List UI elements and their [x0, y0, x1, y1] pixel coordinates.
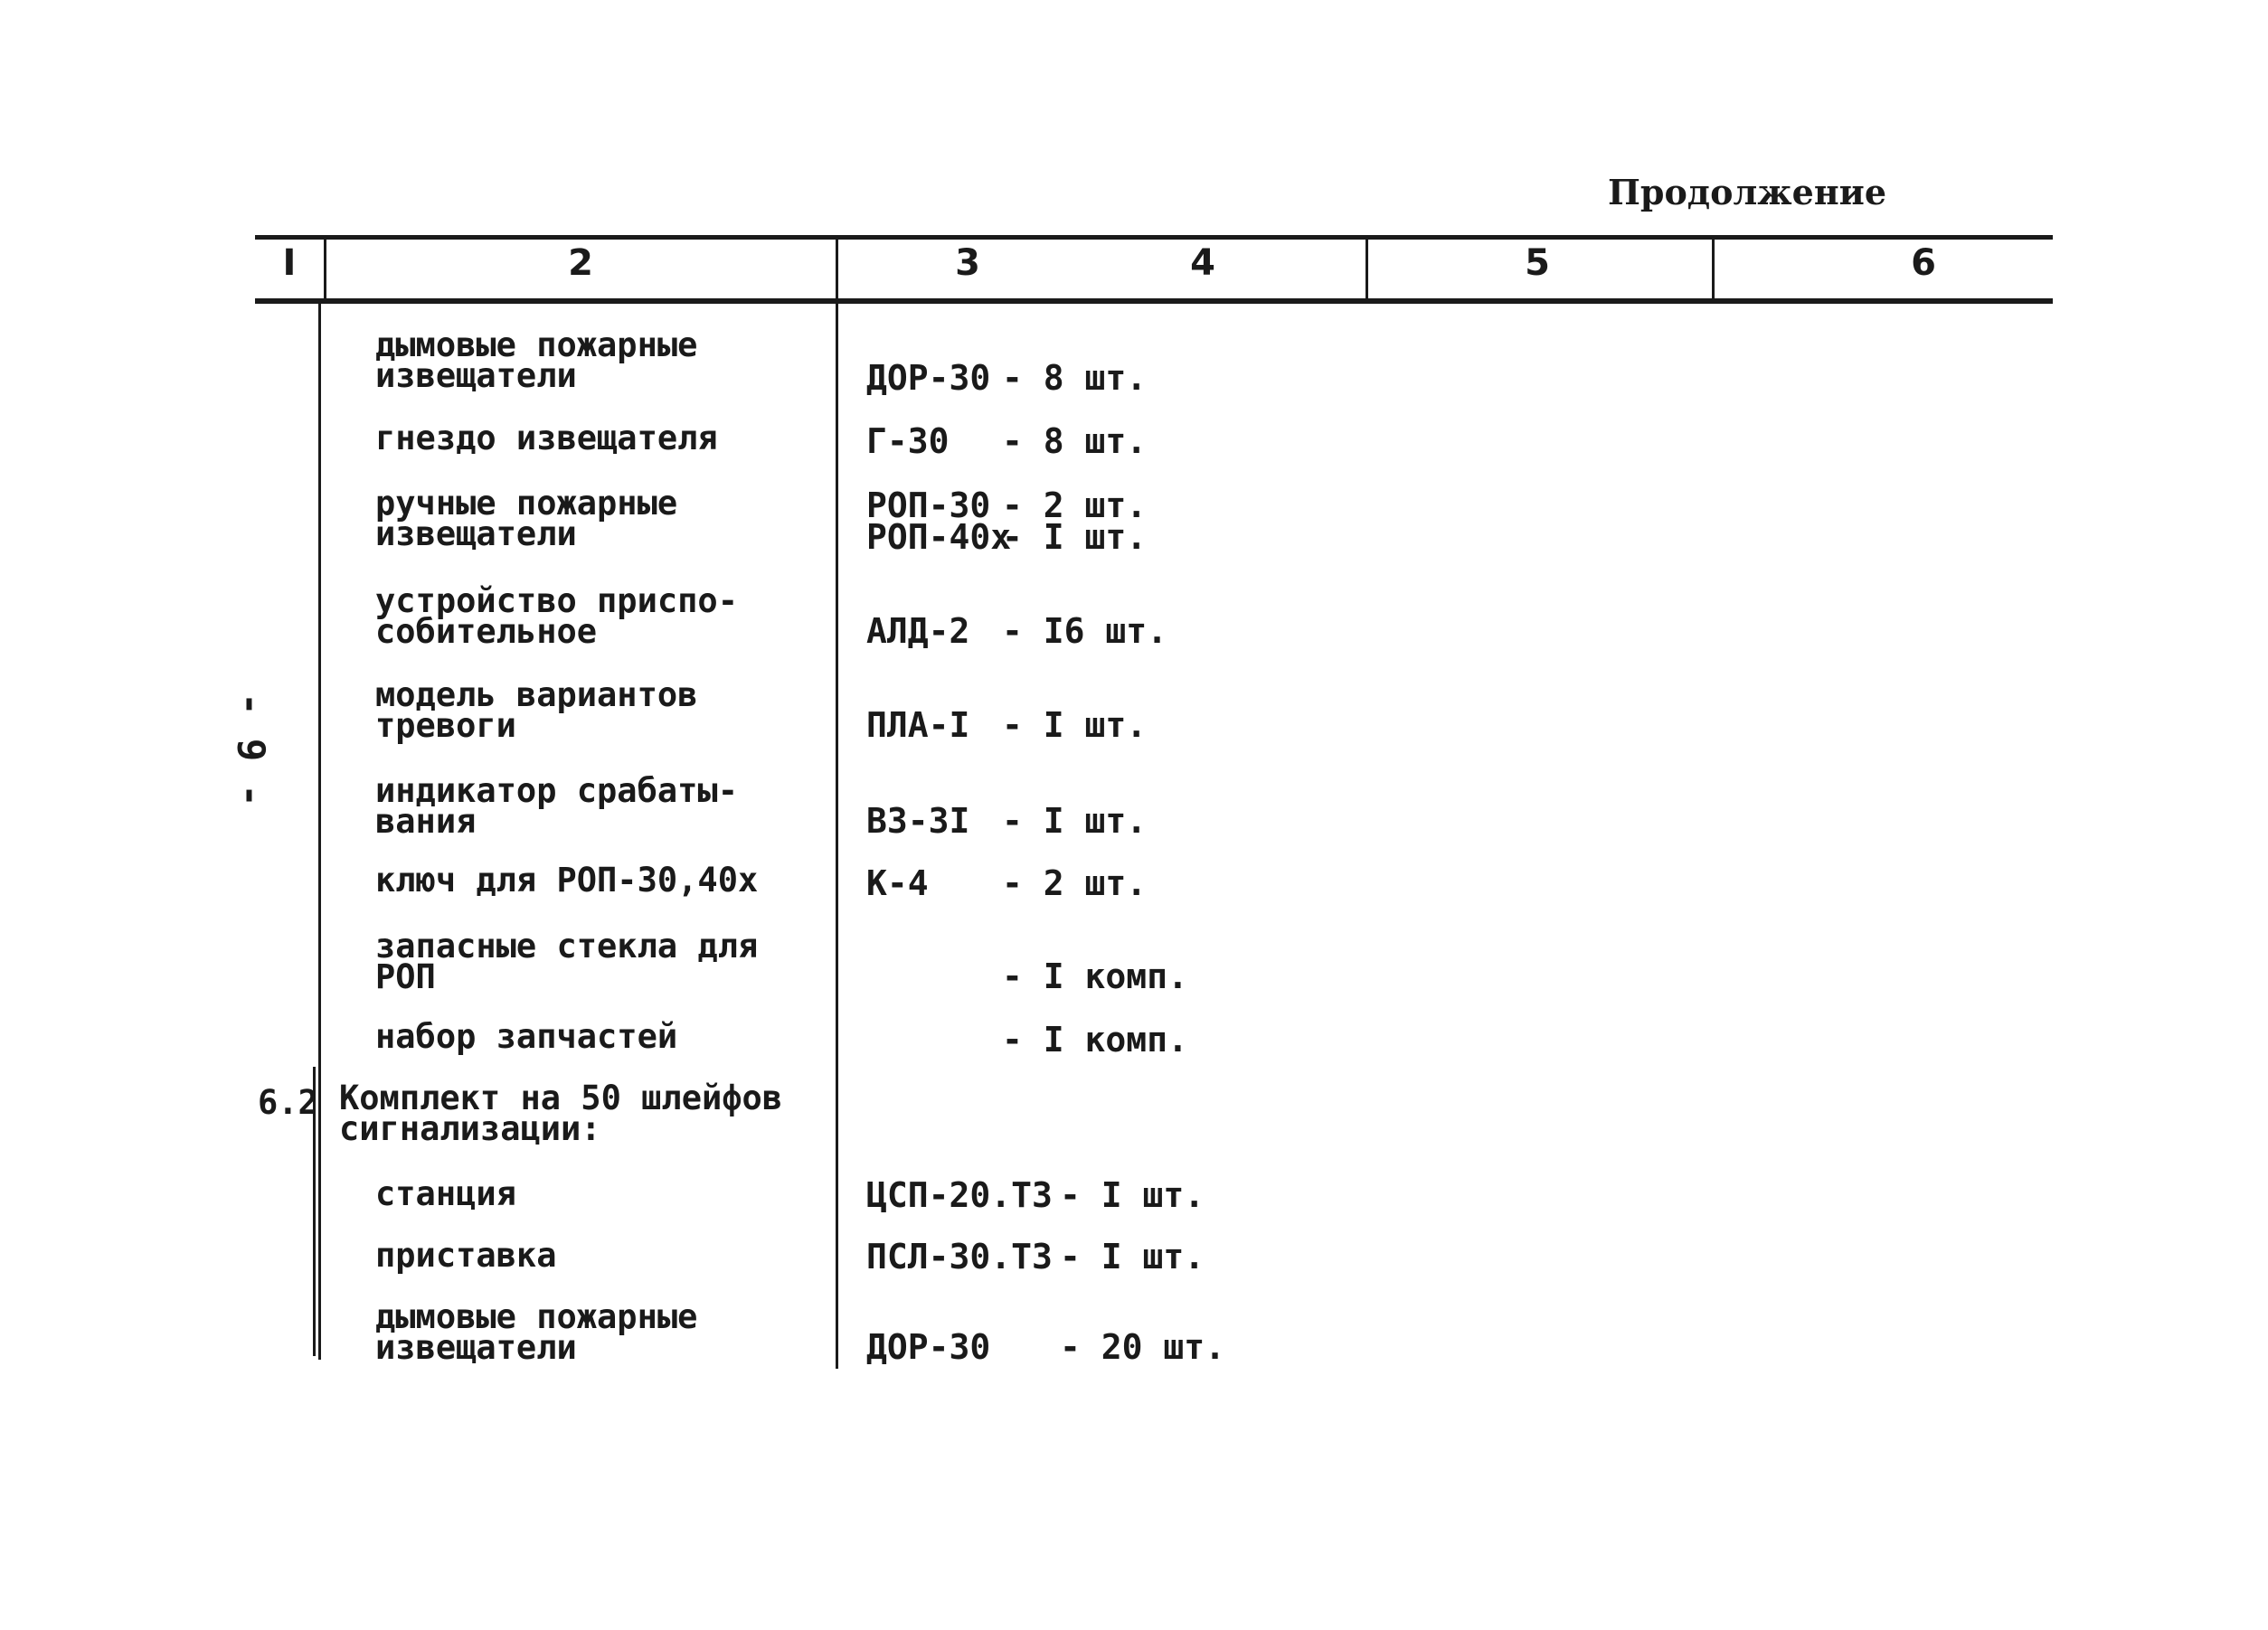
row-code: ВЗ-3I — [866, 801, 970, 841]
header-separator — [324, 239, 326, 302]
row-description: индикатор срабаты- вания — [375, 771, 738, 841]
row-description: запасные стекла для РОП — [375, 927, 759, 996]
header-col-4: 4 — [1190, 242, 1215, 284]
row-quantity: - I шт. — [1060, 1175, 1205, 1215]
row-number: 6.2 — [258, 1083, 318, 1122]
header-separator — [1712, 239, 1715, 302]
row-description: дымовые пожарные извещатели — [375, 1297, 698, 1367]
column-separator — [318, 302, 321, 1360]
row-code: РОП-40х — [866, 517, 1012, 557]
table-header-rule — [255, 298, 2053, 304]
row-quantity: - 2 шт. — [1002, 863, 1148, 903]
row-description: модель вариантов тревоги — [375, 675, 698, 745]
row-code: ДОР-30 — [866, 1327, 991, 1367]
table-top-rule — [255, 235, 2053, 240]
row-quantity: - I6 шт. — [1002, 611, 1168, 651]
row-quantity: - I шт. — [1002, 801, 1148, 841]
row-code: Г-30 — [866, 421, 950, 461]
section-title: Комплект на 50 шлейфов сигнализации: — [339, 1079, 783, 1148]
row-code: ПСЛ-30.ТЗ — [866, 1237, 1053, 1277]
header-separator — [836, 239, 838, 302]
row-quantity: - I комп. — [1002, 956, 1188, 996]
row-code: РОП-30 — [866, 485, 991, 525]
header-separator — [1366, 239, 1368, 302]
header-col-1: I — [282, 242, 297, 284]
row-description: ручные пожарные извещатели — [375, 484, 678, 553]
row-quantity: - I шт. — [1002, 705, 1148, 745]
page-number: - 9 - — [229, 693, 274, 807]
row-description: дымовые пожарные извещатели — [375, 325, 698, 395]
row-quantity: - 8 шт. — [1002, 421, 1148, 461]
header-col-5: 5 — [1525, 242, 1550, 284]
row-description: приставка — [375, 1236, 557, 1275]
row-code: ЦСП-20.ТЗ — [866, 1175, 1053, 1215]
row-description: станция — [375, 1174, 516, 1213]
row-description: гнездо извещателя — [375, 419, 718, 457]
row-code: ПЛА-I — [866, 705, 970, 745]
row-description: набор запчастей — [375, 1017, 678, 1056]
row-code: ДОР-30 — [866, 358, 991, 398]
row-quantity: - I шт. — [1002, 517, 1148, 557]
row-quantity: - 20 шт. — [1060, 1327, 1226, 1367]
row-quantity: - I комп. — [1002, 1020, 1188, 1060]
row-quantity: - 2 шт. — [1002, 485, 1148, 525]
row-description: устройство приспо- собительное — [375, 581, 738, 651]
row-description: ключ для РОП-30,40х — [375, 861, 759, 900]
header-col-2: 2 — [568, 242, 593, 284]
row-quantity: - 8 шт. — [1002, 358, 1148, 398]
header-col-6: 6 — [1911, 242, 1936, 284]
row-quantity: - I шт. — [1060, 1237, 1205, 1277]
row-code: АЛД-2 — [866, 611, 970, 651]
continuation-label: Продолжение — [1608, 172, 1886, 212]
header-col-3: 3 — [955, 242, 980, 284]
column-separator — [836, 302, 838, 1369]
row-code: К-4 — [866, 863, 929, 903]
